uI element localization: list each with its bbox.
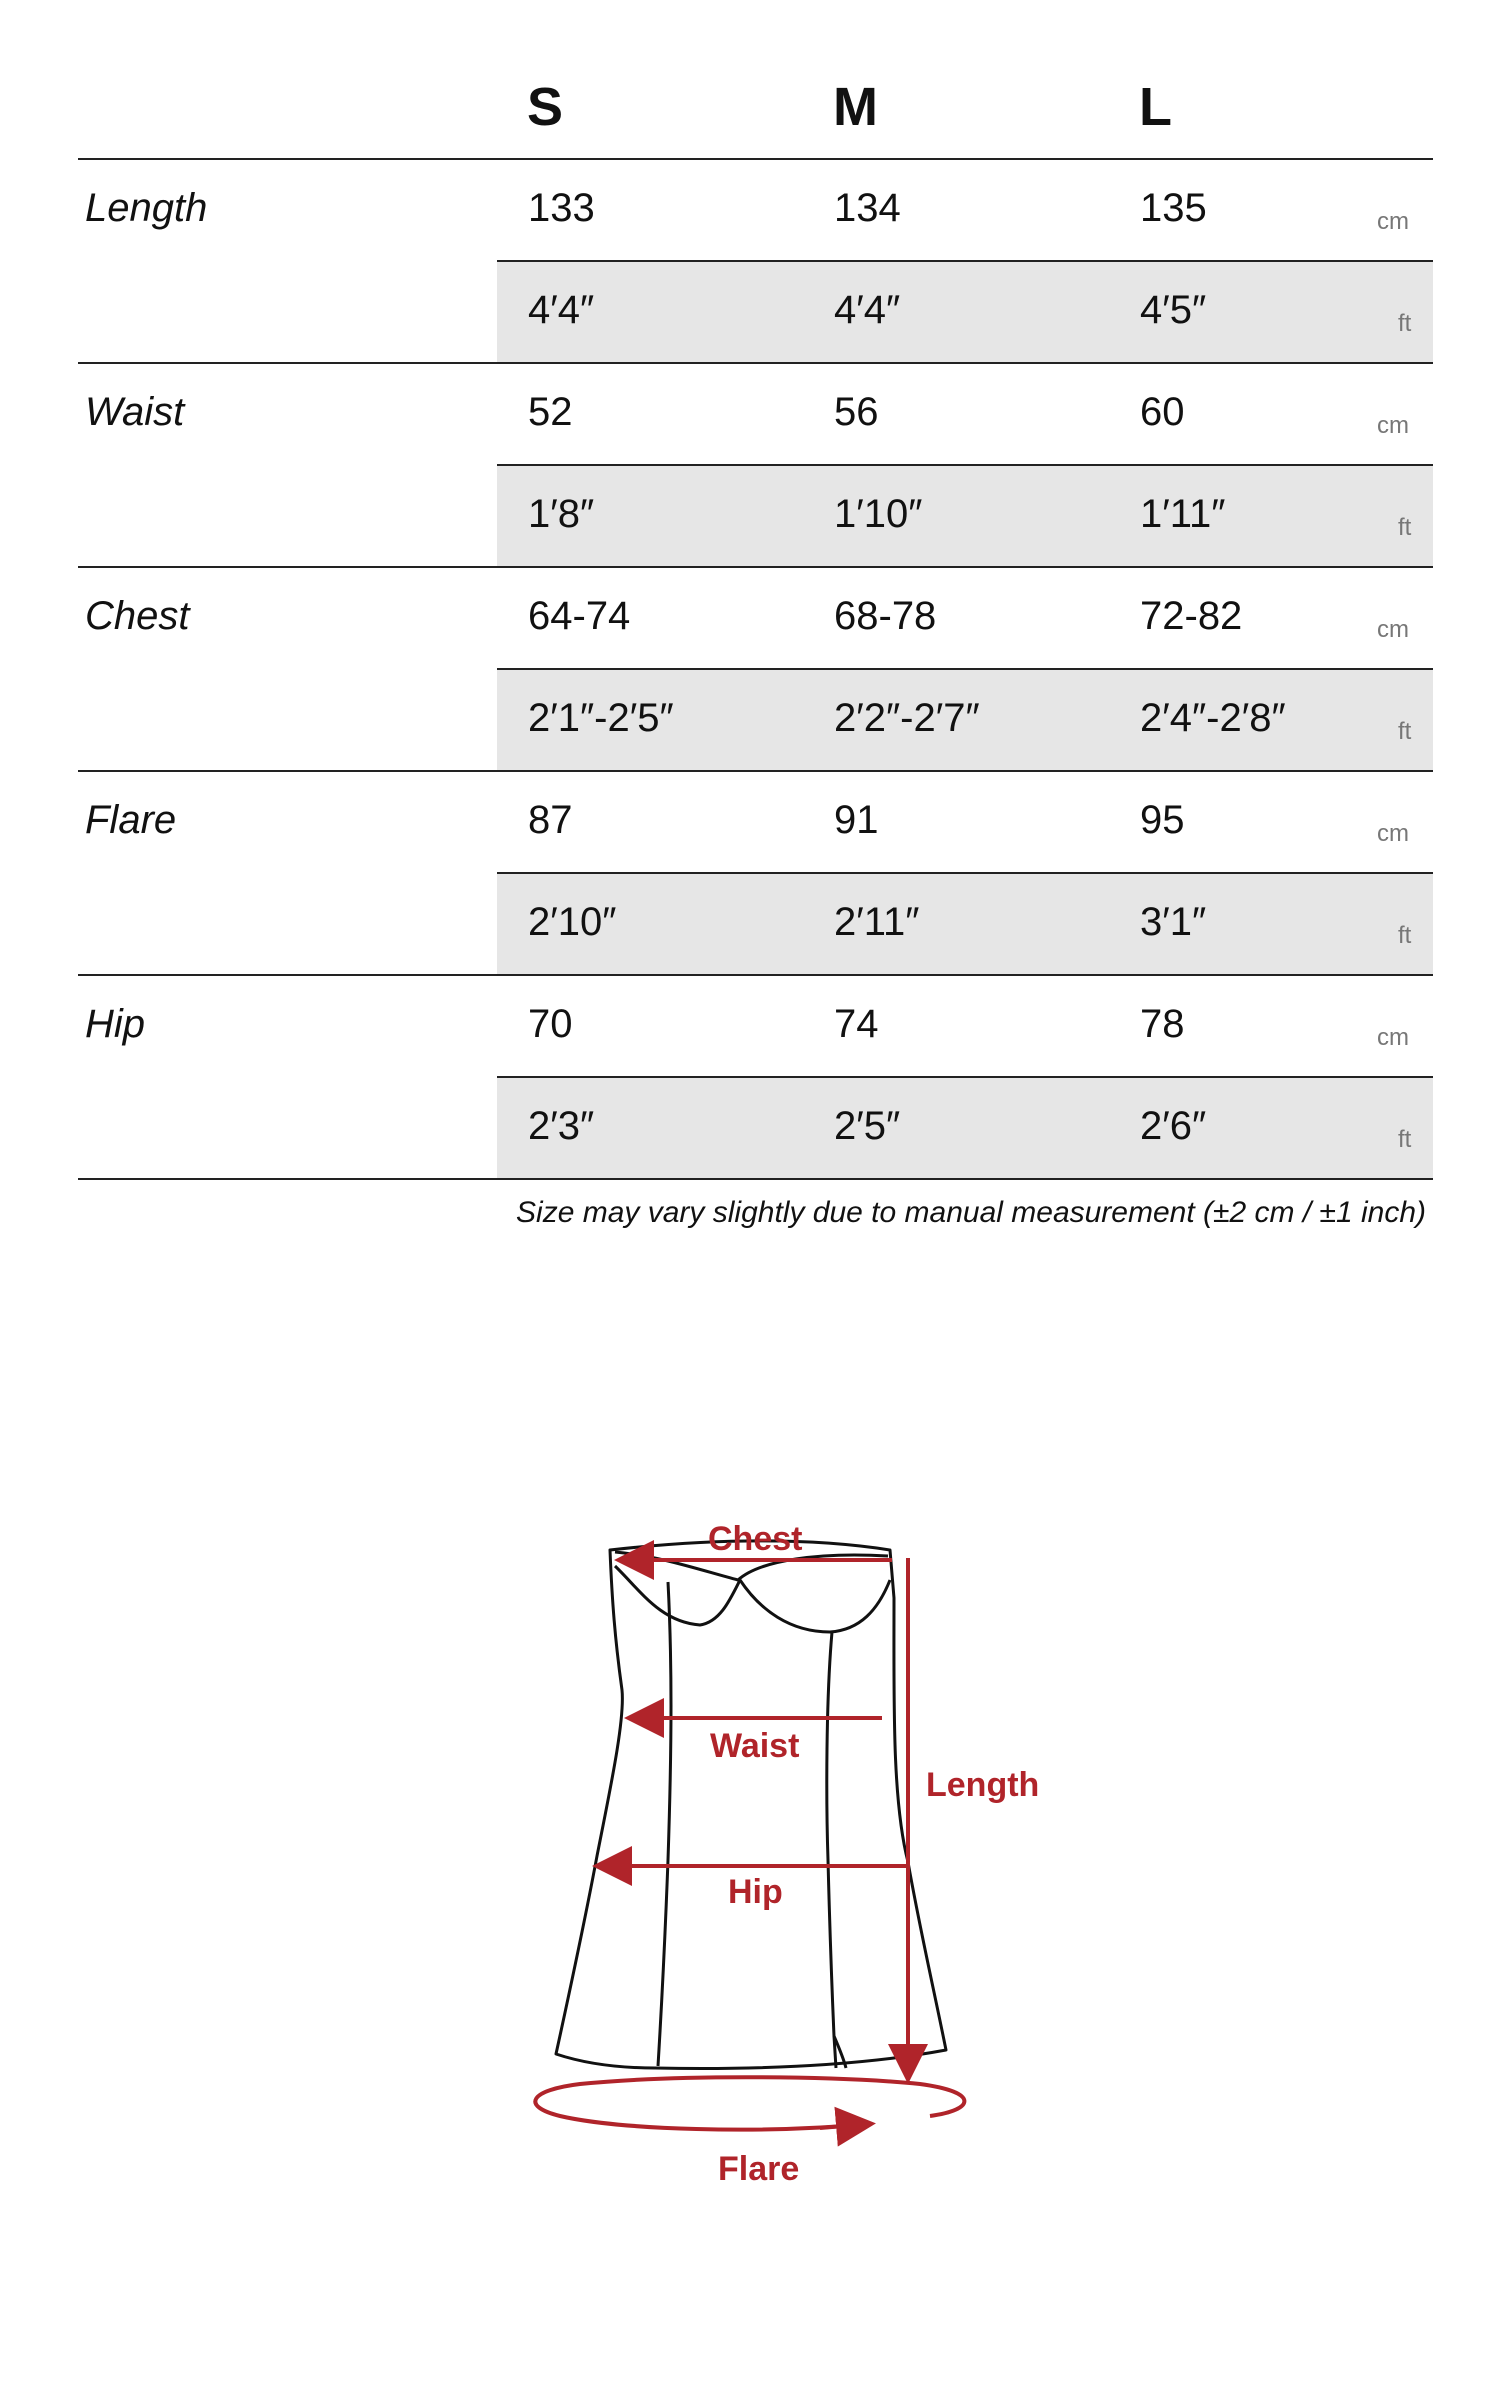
row-divider xyxy=(78,362,1433,364)
size-header-s: S xyxy=(527,77,564,137)
sub-divider xyxy=(497,1076,1433,1078)
cell-hip-l-ft: 2′6″ xyxy=(1140,1104,1207,1148)
flare-arrow-icon xyxy=(535,2077,964,2129)
cell-length-m-cm: 134 xyxy=(834,186,901,230)
cell-hip-m-ft: 2′5″ xyxy=(834,1104,901,1148)
cell-chest-s-ft: 2′1″-2′5″ xyxy=(528,696,674,740)
cell-hip-l-cm: 78 xyxy=(1140,1002,1185,1046)
unit-cm: cm xyxy=(1377,412,1409,439)
ft-row-shade xyxy=(497,466,1433,566)
unit-ft: ft xyxy=(1398,1126,1412,1153)
cell-hip-m-cm: 74 xyxy=(834,1002,879,1046)
cell-length-m-ft: 4′4″ xyxy=(834,288,901,332)
sub-divider xyxy=(497,464,1433,466)
row-divider xyxy=(78,1178,1433,1180)
cell-chest-l-cm: 72-82 xyxy=(1140,594,1243,638)
unit-ft: ft xyxy=(1398,514,1412,541)
row-label-flare: Flare xyxy=(85,798,177,842)
dress-measurement-diagram xyxy=(0,1450,1500,2200)
diagram-label-chest: Chest xyxy=(708,1520,803,1558)
cell-flare-m-ft: 2′11″ xyxy=(834,900,920,944)
cell-flare-m-cm: 91 xyxy=(834,798,879,842)
sub-divider xyxy=(497,260,1433,262)
cell-flare-l-cm: 95 xyxy=(1140,798,1185,842)
row-label-chest: Chest xyxy=(85,594,190,638)
row-divider xyxy=(78,770,1433,772)
cell-length-s-cm: 133 xyxy=(528,186,595,230)
unit-ft: ft xyxy=(1398,718,1412,745)
sub-divider xyxy=(497,668,1433,670)
flare-arrowhead-icon xyxy=(820,2124,868,2128)
row-divider xyxy=(78,158,1433,160)
dress-outline-icon xyxy=(556,1541,946,2069)
row-label-length: Length xyxy=(85,186,208,230)
cell-length-l-cm: 135 xyxy=(1140,186,1207,230)
diagram-label-hip: Hip xyxy=(728,1873,783,1911)
row-divider xyxy=(78,566,1433,568)
cell-flare-l-ft: 3′1″ xyxy=(1140,900,1207,944)
diagram-label-length: Length xyxy=(926,1766,1040,1804)
cell-length-l-ft: 4′5″ xyxy=(1140,288,1207,332)
ft-row-shade xyxy=(497,262,1433,362)
sub-divider xyxy=(497,872,1433,874)
cell-flare-s-ft: 2′10″ xyxy=(528,900,617,944)
unit-cm: cm xyxy=(1377,616,1409,643)
cell-hip-s-ft: 2′3″ xyxy=(528,1104,595,1148)
cell-chest-m-cm: 68-78 xyxy=(834,594,937,638)
cell-length-s-ft: 4′4″ xyxy=(528,288,595,332)
ft-row-shade xyxy=(497,1078,1433,1178)
ft-row-shade xyxy=(497,874,1433,974)
size-header-l: L xyxy=(1139,77,1172,137)
diagram-label-flare: Flare xyxy=(718,2150,800,2188)
cell-waist-l-cm: 60 xyxy=(1140,390,1185,434)
cell-waist-m-cm: 56 xyxy=(834,390,879,434)
cell-waist-l-ft: 1′11″ xyxy=(1140,492,1226,536)
row-label-hip: Hip xyxy=(85,1002,146,1046)
unit-ft: ft xyxy=(1398,310,1412,337)
diagram-label-waist: Waist xyxy=(710,1727,800,1765)
cell-waist-m-ft: 1′10″ xyxy=(834,492,923,536)
row-divider xyxy=(78,974,1433,976)
cell-chest-s-cm: 64-74 xyxy=(528,594,631,638)
measurement-note: Size may vary slightly due to manual measurement (±2 cm / ±1 inch) xyxy=(516,1196,1426,1229)
unit-cm: cm xyxy=(1377,208,1409,235)
cell-chest-m-ft: 2′2″-2′7″ xyxy=(834,696,980,740)
row-label-waist: Waist xyxy=(85,390,185,434)
size-header-m: M xyxy=(833,77,878,137)
unit-ft: ft xyxy=(1398,922,1412,949)
cell-waist-s-ft: 1′8″ xyxy=(528,492,595,536)
unit-cm: cm xyxy=(1377,820,1409,847)
cell-hip-s-cm: 70 xyxy=(528,1002,573,1046)
cell-flare-s-cm: 87 xyxy=(528,798,573,842)
cell-chest-l-ft: 2′4″-2′8″ xyxy=(1140,696,1286,740)
cell-waist-s-cm: 52 xyxy=(528,390,573,434)
unit-cm: cm xyxy=(1377,1024,1409,1051)
